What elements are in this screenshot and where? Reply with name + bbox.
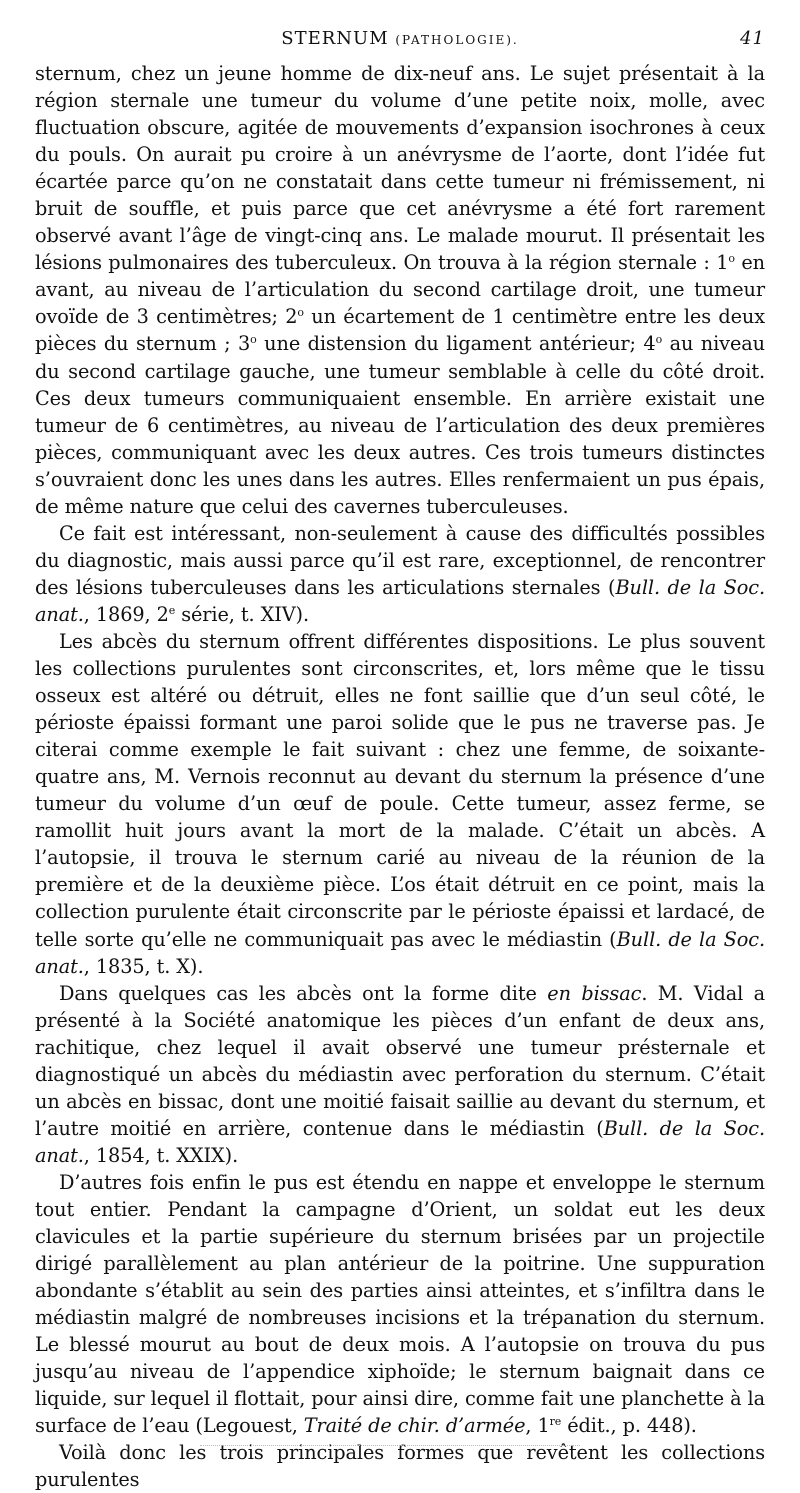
- text-run: Ce fait est intéressant, non-seulement à cause des difficultés possibles du diagnostic, mais aussi parce qu’il est rare, exceptionnel, de rencontrer des lésions tuberculeuses dans les articulations sternales (: [35, 521, 765, 599]
- italic-citation: Traité de chir. d’armée: [303, 1414, 526, 1438]
- text-run: au niveau du second cartilage gauche, une tumeur semblable à celle du côté droit. Ces deux tumeurs communiquaient ensemble. En arrière existait une tumeur de 6 centimètres, au niveau de l’articulation des deux premières pièces, communiquant avec les deux autres. Ces trois tumeurs distinctes s’ouvraient donc les unes dans les autres. Elles renfermaient un pus épais, de même nature que celui des cavernes tuberculeuses.: [35, 332, 765, 518]
- superscript: re: [549, 1415, 562, 1429]
- text-run: . M. Vidal a présenté à la Société anatomique les pièces d’un enfant de deux ans, rachitique, chez lequel il avait observé une tumeur présternale et diagnostiqué un abcès du médiastin avec perforation du sternum. C’était un abcès en bissac, dont une moitié faisait saillie au devant du sternum, et l’autre moitié en arrière, contenue dans le médiastin (: [35, 981, 765, 1140]
- text-run: une distension du ligament antérieur; 4: [256, 332, 656, 356]
- italic-citation: Bull. de la Soc. anat.: [35, 575, 765, 626]
- text-run: Les abcès du sternum offrent différentes dispositions. Le plus souvent les collections purulentes sont circonscrites, et, lors même que le tissu osseux est altéré ou détruit, elles ne font saillie que d’un seul côté, le périoste épaissi formant une paroi solide que le pus ne traverse pas. Je citerai comme exemple le fait suivant : chez une femme, de soixante-quatre ans, M. Vernois reconnut au devant du sternum la présence d’une tumeur du volume d’un œuf de poule. Cette tumeur, assez ferme, se ramollit huit jours avant la mort de la malade. C’était un abcès. A l’autopsie, il trouva le sternum carié au niveau de la réunion de la première et de la deuxième pièce. L’os était détruit en ce point, mais la collection purulente était circonscrite par le périoste épaissi et lardacé, de telle sorte qu’elle ne communiquait pas avec le médiastin (: [35, 629, 765, 951]
- running-title: [35, 28, 765, 49]
- italic-citation: Bull. de la Soc. anat.: [35, 1116, 766, 1167]
- text-run: , 1: [525, 1414, 550, 1438]
- book-page: [35, 28, 765, 1493]
- superscript: e: [168, 603, 176, 617]
- superscript: o: [728, 252, 735, 266]
- superscript: o: [655, 333, 663, 347]
- text-run: série, t. XIV).: [175, 602, 309, 626]
- text-run: un écartement de 1 centimètre entre les deux pièces du sternum ; 3: [35, 305, 765, 356]
- header-subtitle: (PATHOLOGIE).: [395, 33, 519, 47]
- running-header: [35, 28, 765, 56]
- header-title: STERNUM: [281, 28, 389, 49]
- italic-citation: Bull. de la Soc. anat.: [35, 927, 766, 978]
- paragraph-p3: [35, 628, 765, 980]
- text-run: Dans quelques cas les abcès ont la forme dite: [59, 981, 548, 1005]
- bottom-margin-specks: [200, 1445, 580, 1448]
- superscript: o: [297, 306, 304, 320]
- text-run: sternum, chez un jeune homme de dix-neuf ans. Le sujet présentait à la région sternale une tumeur du volume d’une petite noix, molle, avec fluctuation obscure, agitée de mouvements d’expansion isochrones à ceux du pouls. On aurait pu croire à un anévrysme de l’aorte, dont l’idée fut écartée parce qu’on ne constatait dans cette tumeur ni frémissement, ni bruit de souffle, et puis parce que cet anévrysme a été fort rarement observé avant l’âge de vingt-cinq ans. Le malade mourut. Il présentait les lésions pulmonaires des tuberculeux. On trouva à la région sternale : 1: [35, 62, 765, 275]
- body-text: [35, 60, 765, 1493]
- text-run: , 1869, 2: [83, 602, 169, 626]
- text-run: Voilà donc les trois principales formes que revêtent les collections purulentes: [35, 1441, 765, 1492]
- paragraph-p2: [35, 520, 765, 628]
- superscript: o: [250, 333, 257, 347]
- text-run: en avant, au niveau de l’articulation du second cartilage droit, une tumeur ovoïde de 3 centimètres; 2: [35, 251, 765, 329]
- page-number: 41: [740, 28, 765, 49]
- text-run: D’autres fois enfin le pus est étendu en nappe et enveloppe le sternum tout entier. Pendant la campagne d’Orient, un soldat eut les deux clavicules et la partie supérieure du sternum brisées par un projectile dirigé parallèlement au plan antérieur de la poitrine. Une suppuration abondante s’établit au sein des parties ainsi atteintes, et s’infiltra dans le médiastin malgré de nombreuses incisions et la trépanation du sternum. Le blessé mourut au bout de deux mois. A l’autopsie on trouva du pus jusqu’au niveau de l’appendice xiphoïde; le sternum baignait dans ce liquide, sur lequel il flottait, pour ainsi dire, comme fait une planchette à la surface de l’eau (Legouest,: [35, 1170, 765, 1438]
- paragraph-p5: [35, 1169, 765, 1439]
- text-run: , 1854, t. XXIX).: [83, 1143, 239, 1167]
- text-run: édit., p. 448).: [561, 1414, 697, 1438]
- paragraph-p4: [35, 980, 765, 1169]
- italic-citation: en bissac: [547, 981, 642, 1005]
- paragraph-p1: [35, 60, 765, 520]
- text-run: , 1835, t. X).: [83, 954, 204, 978]
